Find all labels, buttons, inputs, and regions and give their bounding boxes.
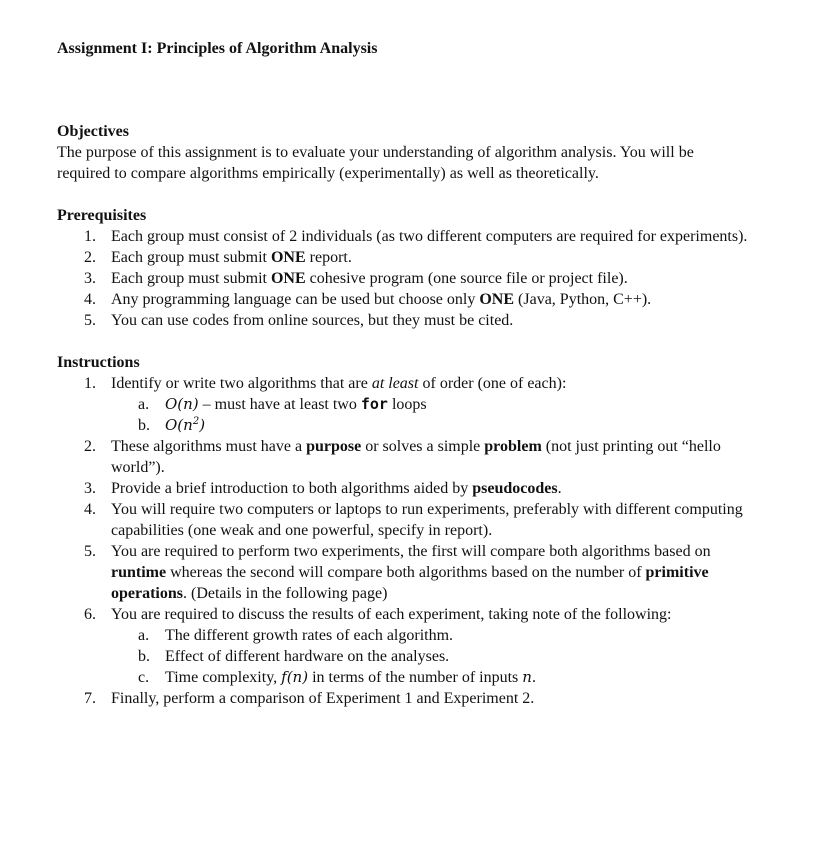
emphasis-at-least: at least (371, 375, 419, 392)
list-number: 2. (84, 438, 96, 455)
sub-letter: a. (138, 627, 150, 644)
prerequisite-item-1 (57, 226, 757, 247)
discussion-sublist (111, 625, 757, 688)
instruction-text: (not just printing out “hello world”). (111, 438, 721, 476)
sub-letter: c. (138, 669, 150, 686)
prerequisites-section (57, 205, 757, 331)
emphasis-purpose: purpose (306, 438, 362, 455)
sub-text: Time complexity, (165, 669, 282, 686)
instruction-text: You are required to discuss the results of each experiment, taking note of the following: (111, 606, 672, 623)
sub-item-a (111, 394, 757, 415)
objectives-section (57, 121, 757, 184)
emphasis-one: ONE (270, 249, 306, 266)
math-part: ) (199, 416, 206, 434)
sub-letter: b. (138, 417, 150, 434)
sub-item-b (111, 646, 757, 667)
instruction-text: Identify or write two algorithms that are (111, 375, 372, 392)
big-o-quadratic (165, 416, 205, 434)
prerequisite-text: Each group must submit (111, 249, 271, 266)
prerequisite-text: Each group must consist of 2 individuals (as two different computers are required for experiments). (111, 228, 748, 245)
instructions-heading: Instructions (57, 354, 140, 371)
list-number: 4. (84, 291, 96, 308)
prerequisite-text: report. (305, 249, 352, 266)
list-number: 1. (84, 375, 96, 392)
list-number: 7. (84, 690, 96, 707)
emphasis-primitive-operations: primitive operations (111, 564, 709, 602)
prerequisite-item-4 (57, 289, 757, 310)
prerequisite-item-2 (57, 247, 757, 268)
sub-text: in terms of the number of inputs (308, 669, 523, 686)
prerequisite-item-3 (57, 268, 757, 289)
list-number: 3. (84, 270, 96, 287)
prerequisites-list (57, 226, 757, 331)
prerequisite-text: Each group must submit (111, 270, 271, 287)
emphasis-problem: problem (484, 438, 542, 455)
list-number: 4. (84, 501, 96, 518)
page-title: Assignment I: Principles of Algorithm Analysis (57, 40, 378, 57)
emphasis-runtime: runtime (111, 564, 167, 581)
sub-item-c (111, 667, 757, 688)
instructions-list (57, 373, 757, 709)
variable-n: n (522, 668, 532, 686)
prerequisite-text: cohesive program (one source file or project file). (305, 270, 628, 287)
instruction-item-1 (57, 373, 757, 436)
instruction-item-6 (57, 604, 757, 688)
instruction-text: of order (one of each): (418, 375, 567, 392)
list-number: 5. (84, 543, 96, 560)
document-page (57, 38, 757, 709)
math-exponent: 2 (192, 416, 200, 427)
emphasis-pseudocodes: pseudocodes (472, 480, 558, 497)
list-number: 6. (84, 606, 96, 623)
prerequisite-item-5 (57, 310, 757, 331)
sub-text: loops (387, 396, 427, 413)
order-sublist (111, 394, 757, 436)
prerequisite-text: Any programming language can be used but choose only (111, 291, 480, 308)
sub-letter: b. (138, 648, 150, 665)
objectives-text: The purpose of this assignment is to evaluate your understanding of algorithm analysis. You will be required to compare algorithms empirically (experimentally) as well as theoretically. (57, 144, 694, 182)
instruction-item-7 (57, 688, 757, 709)
instruction-text: . (557, 480, 562, 497)
instruction-text: Provide a brief introduction to both algorithms aided by (111, 480, 473, 497)
prerequisite-text: You can use codes from online sources, but they must be cited. (111, 312, 514, 329)
emphasis-one: ONE (479, 291, 515, 308)
sub-item-a (111, 625, 757, 646)
instruction-item-3 (57, 478, 757, 499)
prerequisite-text: (Java, Python, C++). (514, 291, 652, 308)
function-f-of-n: f(n) (281, 668, 309, 686)
instruction-text: You are required to perform two experiments, the first will compare both algorithms based on (111, 543, 711, 560)
sub-item-b (111, 415, 757, 436)
instruction-text: . (Details in the following page) (183, 585, 388, 602)
emphasis-one: ONE (270, 270, 306, 287)
instruction-text: whereas the second will compare both algorithms based on the number of (166, 564, 646, 581)
prerequisites-heading: Prerequisites (57, 207, 147, 224)
math-part: O(n (165, 416, 193, 434)
big-o-linear: O(n) (165, 395, 199, 413)
instruction-item-5 (57, 541, 757, 604)
instruction-text: Finally, perform a comparison of Experiment 1 and Experiment 2. (111, 690, 535, 707)
instruction-text: These algorithms must have a (111, 438, 307, 455)
instructions-section (57, 352, 757, 709)
sub-letter: a. (138, 396, 150, 413)
code-for-keyword: for (360, 395, 388, 413)
instruction-text: or solves a simple (361, 438, 485, 455)
list-number: 3. (84, 480, 96, 497)
sub-text: The different growth rates of each algorithm. (165, 627, 454, 644)
sub-text: – must have at least two (198, 396, 361, 413)
list-number: 5. (84, 312, 96, 329)
instruction-item-2 (57, 436, 757, 478)
instruction-item-4 (57, 499, 757, 541)
instruction-text: You will require two computers or laptops to run experiments, preferably with different computing capabilities (one weak and one powerful, specify in report). (111, 501, 743, 539)
list-number: 1. (84, 228, 96, 245)
objectives-heading: Objectives (57, 123, 129, 140)
list-number: 2. (84, 249, 96, 266)
sub-text: . (531, 669, 536, 686)
sub-text: Effect of different hardware on the analyses. (165, 648, 450, 665)
